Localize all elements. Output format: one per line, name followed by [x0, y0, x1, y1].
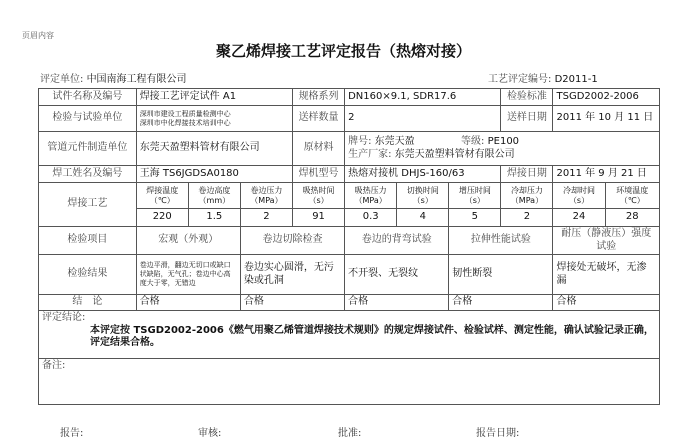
- standard-value: TSGD2002-2006: [553, 89, 660, 106]
- testing-unit-value: [136, 106, 292, 132]
- remarks-label: 备注:: [39, 359, 660, 405]
- inspection-item: 拉伸性能试验: [449, 227, 553, 255]
- weld-date-value: 2011 年 9 月 21 日: [553, 166, 660, 183]
- param-value: 5: [449, 209, 501, 227]
- param-value: 91: [293, 209, 345, 227]
- material-label: 原材料: [293, 132, 345, 166]
- grade-label: 等级:: [461, 136, 485, 147]
- inspection-result: 卷边平滑，翻边无切口或缺口状缺陷，无气孔；卷边中心高度大于零，无错边: [136, 255, 240, 295]
- evaluation-unit: [40, 70, 187, 85]
- maker-value: 东莞天盈塑料管材有限公司: [136, 132, 292, 166]
- footer-report: 报告:: [60, 428, 84, 439]
- param-header: 吸热压力 （MPa）: [345, 183, 397, 209]
- inspection-result: 韧性断裂: [449, 255, 553, 295]
- welder-label: 焊工姓名及编号: [39, 166, 137, 183]
- machine-value: 热熔对接机 DHJS-160/63: [345, 166, 501, 183]
- page-header: 页眉内容: [22, 31, 54, 40]
- param-header: 卷边高度 （mm）: [188, 183, 240, 209]
- param-value: 0.3: [345, 209, 397, 227]
- testing-unit-label: 检验与试验单位: [39, 106, 137, 132]
- footer-date: 报告日期:: [476, 428, 520, 439]
- grade-value: PE100: [487, 136, 520, 147]
- manufacturer-row: [39, 132, 660, 166]
- series-label: 规格系列: [293, 89, 345, 106]
- param-header: 冷却时间 （s）: [553, 183, 605, 209]
- sample-qty-value: 2: [345, 106, 501, 132]
- conclusion-value: 合格: [240, 295, 344, 311]
- standard-label: 检验标准: [501, 89, 553, 106]
- evaluation-text: 本评定按 TSGD2002-2006《燃气用聚乙烯管道焊接技术规则》的规定焊接试件、检验试样、测定性能，确认试验记录正确，评定结果合格。: [90, 324, 654, 348]
- param-value: 1.5: [188, 209, 240, 227]
- specimen-name-value: 焊接工艺评定试件 A1: [136, 89, 292, 106]
- inspection-item-label: 检验项目: [39, 227, 137, 255]
- param-header: 增压时间 （s）: [449, 183, 501, 209]
- param-header: 切换时间 （s）: [397, 183, 449, 209]
- specimen-row: [39, 89, 660, 106]
- brand-label: 牌号:: [348, 136, 372, 147]
- evaluation-number-label: 工艺评定编号:: [488, 74, 552, 85]
- inspection-conclusion-row: [39, 295, 660, 311]
- sample-date-label: 送样日期: [501, 106, 553, 132]
- param-header: 焊接温度 （℃）: [136, 183, 188, 209]
- brand-value: 东莞天盈: [374, 136, 415, 147]
- conclusion-value: 合格: [345, 295, 449, 311]
- param-value: 2: [240, 209, 292, 227]
- welder-row: [39, 166, 660, 183]
- inspection-result: 卷边实心圆滑，无污染或孔洞: [240, 255, 344, 295]
- inspection-item: 耐压（静液压）强度试验: [553, 227, 660, 255]
- footer-approve: 批准:: [338, 428, 362, 439]
- param-header: 吸热时间 （s）: [293, 183, 345, 209]
- inspection-item: 卷边的背弯试验: [345, 227, 449, 255]
- specimen-name-label: 试件名称及编号: [39, 89, 137, 106]
- conclusion-value: 合格: [449, 295, 553, 311]
- param-value: 4: [397, 209, 449, 227]
- sample-qty-label: 送样数量: [293, 106, 345, 132]
- param-header: 冷却压力 （MPa）: [501, 183, 553, 209]
- weld-date-label: 焊接日期: [501, 166, 553, 183]
- inspection-result-label: 检验结果: [39, 255, 137, 295]
- evaluation-number: [488, 70, 598, 85]
- param-value: 24: [553, 209, 605, 227]
- evaluation-label: 评定结论:: [42, 312, 86, 323]
- testing-unit-line1: 深圳市建设工程质量检测中心: [139, 109, 231, 118]
- remarks-row: [39, 359, 660, 405]
- inspection-results-row: [39, 255, 660, 295]
- conclusion-value: 合格: [553, 295, 660, 311]
- maker-label: 管道元件制造单位: [39, 132, 137, 166]
- inspection-items-row: [39, 227, 660, 255]
- machine-label: 焊机型号: [293, 166, 345, 183]
- testing-unit-row: [39, 106, 660, 132]
- param-value: 2: [501, 209, 553, 227]
- param-value: 220: [136, 209, 188, 227]
- sample-date-value: 2011 年 10 月 11 日: [553, 106, 660, 132]
- process-label: 焊接工艺: [39, 183, 137, 227]
- conclusion-label: 结 论: [39, 295, 137, 311]
- inspection-result: 焊接处无破坏，无渗漏: [553, 255, 660, 295]
- evaluation-unit-value: 中国南海工程有限公司: [86, 74, 187, 85]
- series-value: DN160×9.1, SDR17.6: [345, 89, 501, 106]
- inspection-item: 卷边切除检查: [240, 227, 344, 255]
- inspection-item: 宏观（外观）: [136, 227, 240, 255]
- param-header: 环境温度 （℃）: [605, 183, 659, 209]
- report-table: [38, 88, 660, 405]
- welder-value: 王海 TS6JGDSA0180: [136, 166, 292, 183]
- report-title: 聚乙烯焊接工艺评定报告（热熔对接）: [215, 42, 471, 60]
- evaluation-unit-label: 评定单位:: [40, 74, 84, 85]
- evaluation-cell: [39, 311, 660, 359]
- inspection-result: 不开裂、无裂纹: [345, 255, 449, 295]
- manufacturer-label: 生产厂家:: [348, 148, 392, 160]
- footer-review: 审核:: [198, 428, 222, 439]
- param-header: 卷边压力 （MPa）: [240, 183, 292, 209]
- testing-unit-line2: 深圳市中化焊接技术培训中心: [139, 118, 231, 127]
- param-value: 28: [605, 209, 659, 227]
- manufacturer-value: 东莞天盈塑料管材有限公司: [394, 148, 515, 160]
- evaluation-number-value: D2011-1: [554, 74, 598, 85]
- evaluation-row: [39, 311, 660, 359]
- process-params-header: [39, 183, 660, 209]
- conclusion-value: 合格: [136, 295, 240, 311]
- material-details: [345, 132, 660, 166]
